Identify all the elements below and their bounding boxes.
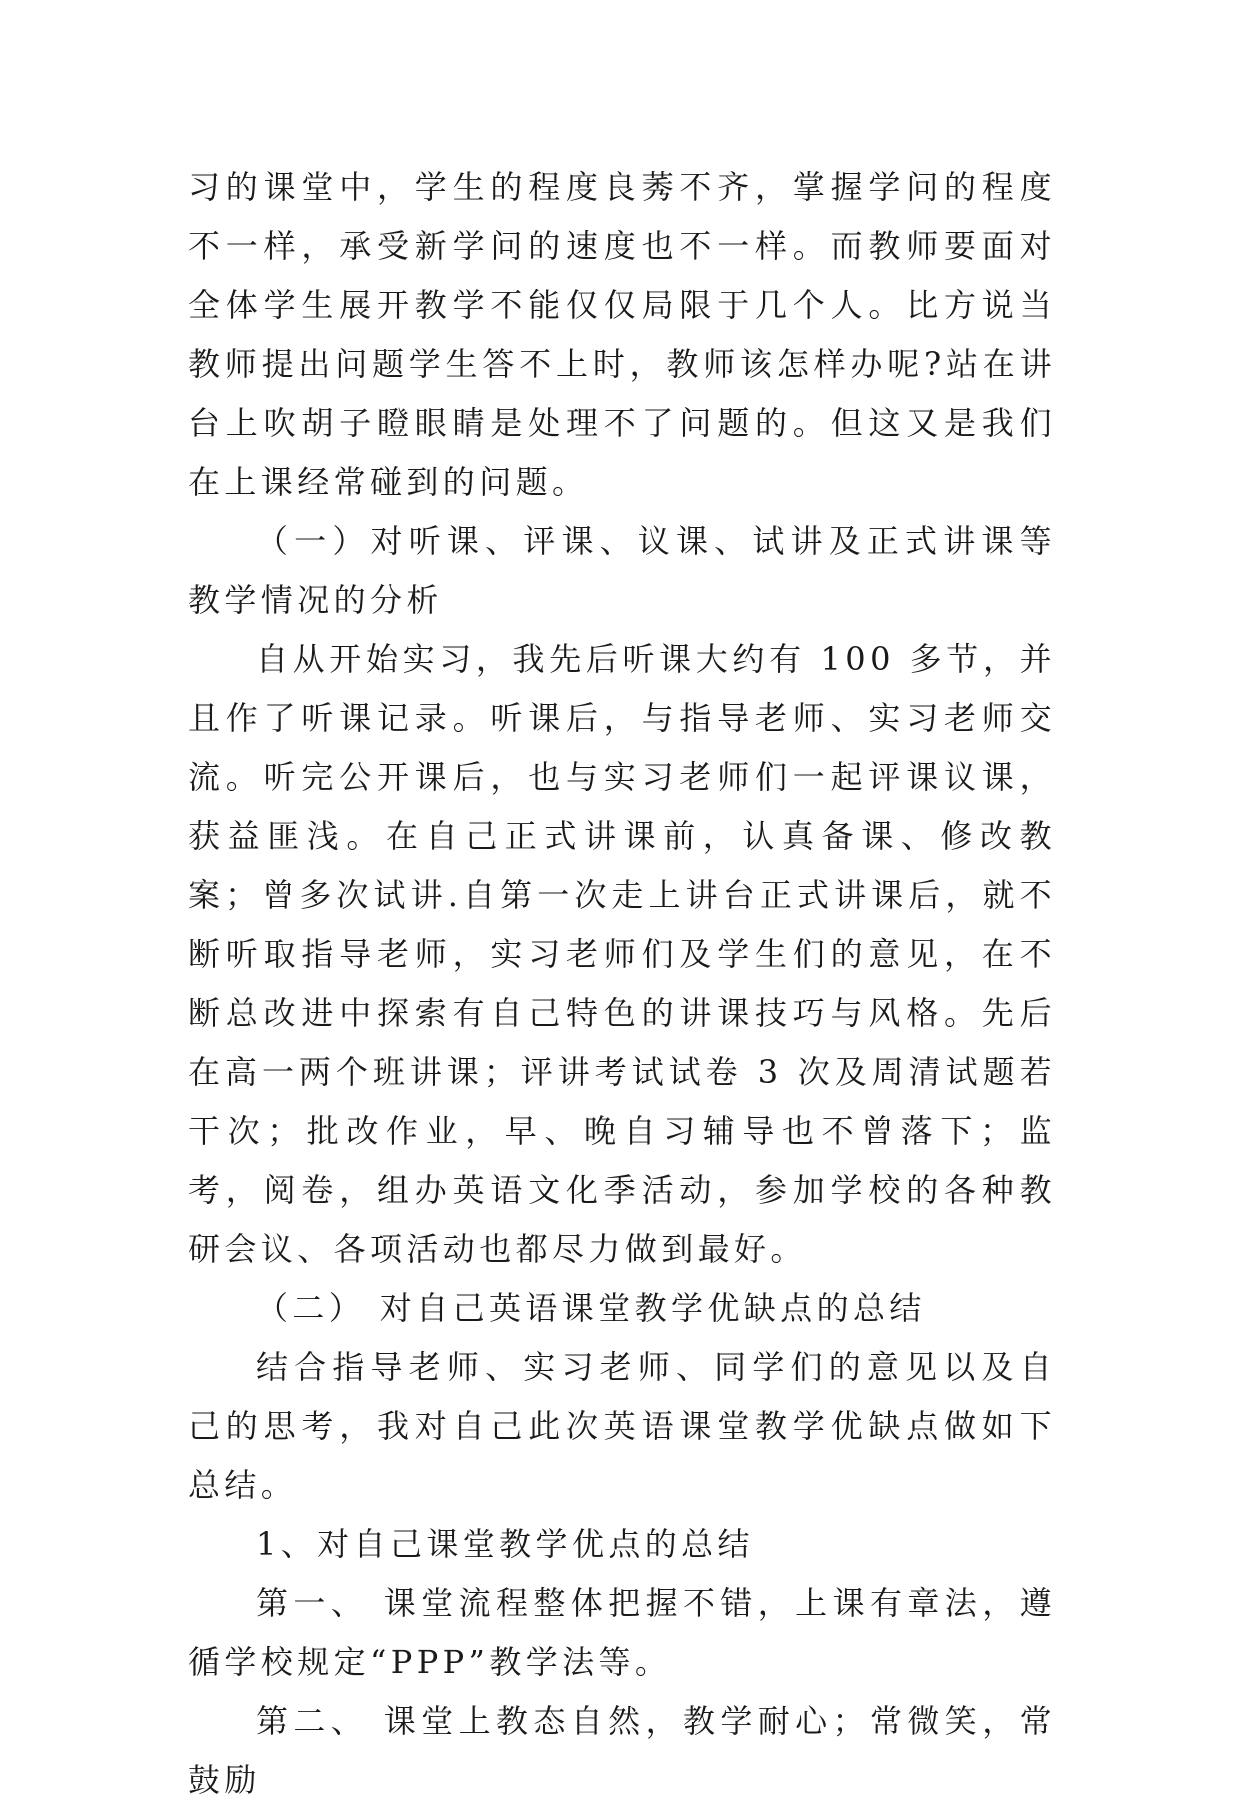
heading-section-1: （一）对听课、评课、议课、试讲及正式讲课等教学情况的分析 bbox=[188, 522, 1056, 619]
heading-section-2: （二） 对自己英语课堂教学优缺点的总结 bbox=[256, 1289, 926, 1327]
paragraph-1: 习的课堂中，学生的程度良莠不齐，掌握学问的程度不一样，承受新学问的速度也不一样。而教师要面对全体学生展开教学不能仅仅局限于几个人。比方说当教师提出问题学生答不上时，教师该怎样办呢?站在讲台上吹胡子瞪眼睛是处理不了问题的。但这又是我们在上课经常碰到的问题。 bbox=[188, 168, 1056, 501]
paragraph-5: 第二、 课堂上教态自然，教学耐心；常微笑，常鼓励 bbox=[188, 1702, 1056, 1799]
paragraph-2: 自从开始实习，我先后听课大约有 100 多节，并且作了听课记录。听课后，与指导老师、实习老师交流。听完公开课后，也与实习老师们一起评课议课，获益匪浅。在自己正式讲课前，认真备课、修改教案；曾多次试讲.自第一次走上讲台正式讲课后，就不断听取指导老师，实习老师们及学生们的意见，在不断总改进中探索有自己特色的讲课技巧与风格。先后在高一两个班讲课；评讲考试试卷 3 次及周清试题若干次；批改作业，早、晚自习辅导也不曾落下；监考，阅卷，组办英语文化季活动，参加学校的各种教研会议、各项活动也都尽力做到最好。 bbox=[188, 640, 1056, 1268]
paragraph-4: 第一、 课堂流程整体把握不错，上课有章法，遵循学校规定“PPP”教学法等。 bbox=[188, 1584, 1056, 1681]
subheading-1: 1、对自己课堂教学优点的总结 bbox=[256, 1525, 754, 1563]
document-body bbox=[188, 158, 1056, 1810]
paragraph-3: 结合指导老师、实习老师、同学们的意见以及自己的思考，我对自己此次英语课堂教学优缺点做如下总结。 bbox=[188, 1348, 1056, 1504]
